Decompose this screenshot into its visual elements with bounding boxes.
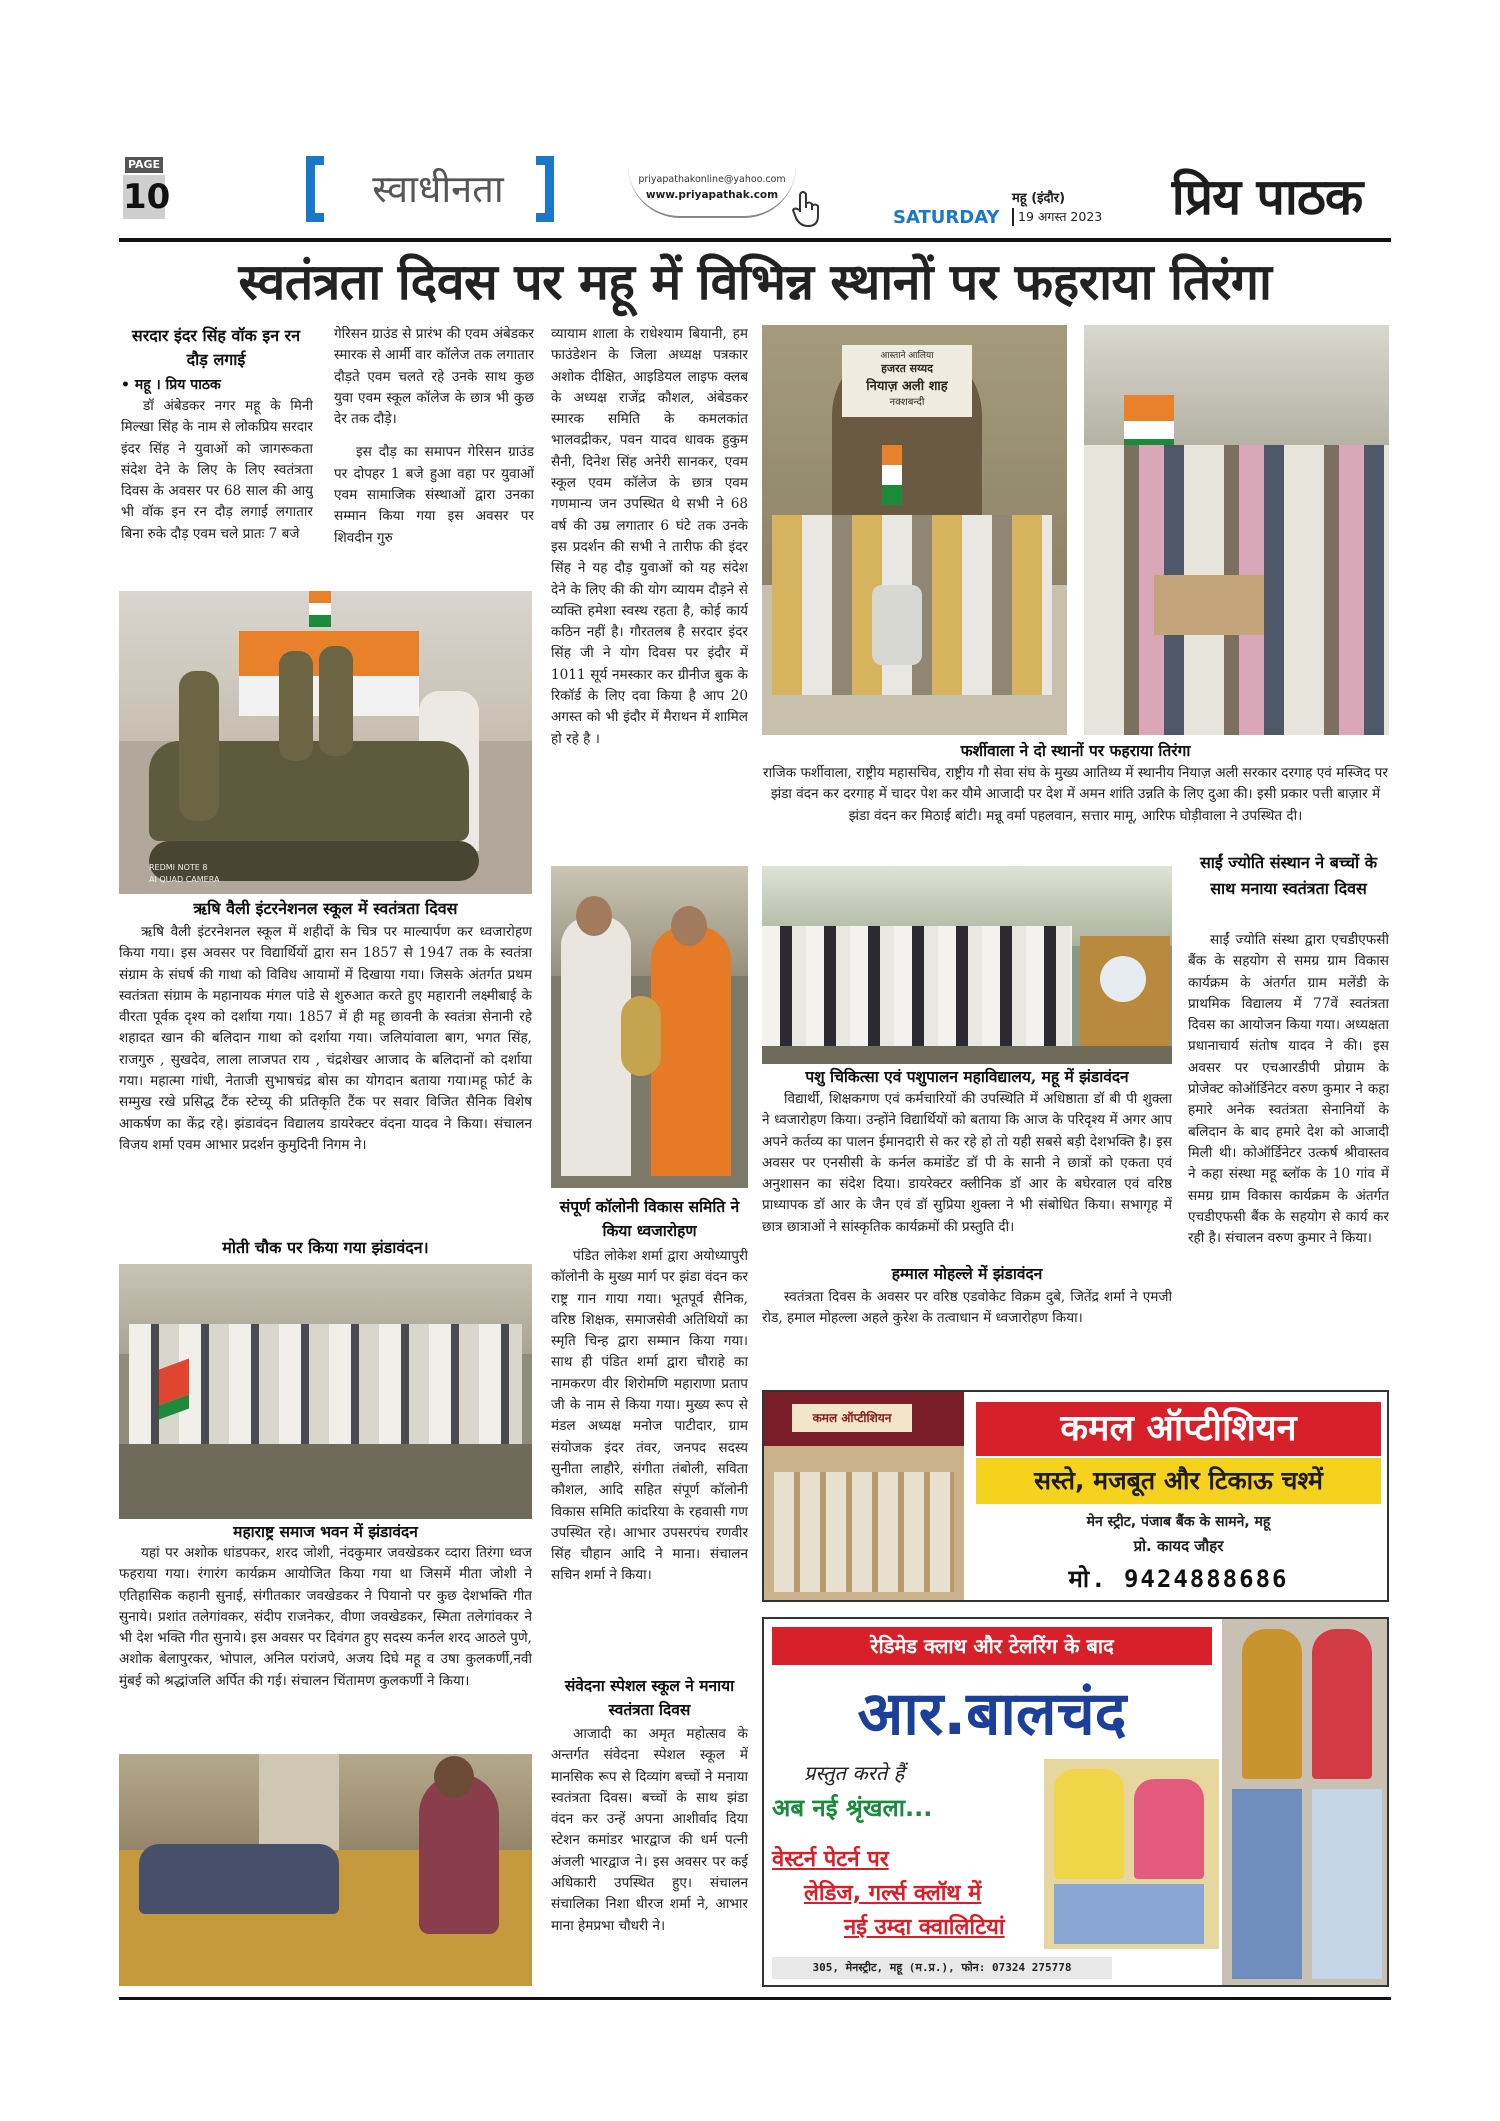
page-label: PAGE [125,157,163,173]
photo-watermark-2: AI QUAD CAMERA [149,875,220,884]
ad-kamal-title: कमल ऑप्टीशियन [976,1402,1381,1456]
section-right-bracket [536,156,554,222]
ad-balchand [762,1617,1389,1987]
section-title: स्वाधीनता [372,167,504,211]
footer-rule [119,1997,1391,2000]
ad-balchand-line3: वेस्टर्न पेटर्न पर [772,1847,889,1872]
article-hammal-title: हम्माल मोहल्ले में झंडावंदन [891,1264,1043,1283]
article-samvedna-body: आजादी का अमृत महोत्सव के अन्तर्गत संवेदना स्पेशल स्कूल में मानसिक रूप से दिव्यांग बच्चों ने मनाया स्वतंत्रता दिवस। बच्चों के साथ झंडा वंदन कर उन्हें अपना आशीर्वाद दिया स्टेशन कमांडर भारद्वाज की धर्म पत्नी अंजली भारद्वाज ने। इस अवसर पर कई अधिकारी उपस्थित हुए। संचालन संचालिका निशा धीरज शर्मा ने, आभार माना हेमप्रभा चौधरी ने। [551,1726,748,1934]
ad-kamal-tagline: सस्ते, मजबूत और टिकाऊ चश्में [976,1458,1381,1504]
article-samvedna-title: संवेदना स्पेशल स्कूल ने मनाया स्वतंत्रता दिवस [564,1676,735,1719]
photo-tank-tableau [119,591,532,894]
email-text: priyapathakonline@yahoo.com [638,174,786,185]
ad-balchand-top: रेडिमेड क्लाथ और टेलरिंग के बाद [772,1627,1212,1665]
ad-balchand-line1: प्रस्तुत करते हैं [804,1761,905,1785]
ad-balchand-mannequin-photo [1222,1619,1389,1985]
ad-balchand-address: 305, मेनस्ट्रीट, महू (म.प्र.), फोन: 07324 275778 [772,1957,1112,1979]
ad-kamal-optician [762,1390,1389,1602]
hand-pointer-icon [790,188,826,228]
ad-balchand-brand: आर.बालचंद [857,1679,1127,1749]
article-colony-body: पंडित लोकेश शर्मा द्वारा अयोध्यापुरी कॉलोनी के मुख्य मार्ग पर झंडा वंदन कर राष्ट्र गान गाया गया। भूतपूर्व सैनिक, वरिष्ठ शिक्षक, समाजसेवी अतिथियों का स्मृति चिन्ह द्वारा सम्मान किया गया। साथ ही पंडित शर्मा द्वारा चौराहे का नामकरण वीर शिरोमणि महाराणा प्रताप जी के नाम से किया गया। मुख्य रूप से मंडल अध्यक्ष मनोज पाटीदार, ग्राम संयोजक इंदर तंवर, जनपद सदस्य सुनीता लाहौरे, संगीता तंबोली, सविता कौशल, आदि सहित संपूर्ण कॉलोनी विकास समिति कांदरिया के रहवासी गण उपस्थित रहे। आभार उपसरपंच रणवीर सिंह चौहान आदि ने माना। संचालन सचिन शर्मा ने किया। [551,1248,748,1584]
article-hammal-body: स्वतंत्रता दिवस के अवसर पर वरिष्ठ एडवोकेट विक्रम दुबे, जितेंद्र शर्मा ने एमजी रोड, हमाल मोहल्ला अहले कुरेश के तत्वाधान में ध्वजारोहण किया। [762,1289,1172,1327]
ad-kamal-shop-photo [764,1392,964,1600]
header-rule [119,238,1391,242]
day-label: SATURDAY [893,207,1000,228]
article-sai-body: साईं ज्योति संस्था द्वारा एचडीएफसी बैंक के सहयोग से समग्र ग्राम विकास कार्यक्रम के अंतर्गत ग्राम मलेंडी के प्राथमिक विद्यालय में 77वें स्वतंत्रता दिवस का आयोजन किया गया। अध्यक्षता प्रधानाचार्य संतोष यादव ने की। इस अवसर पर एचआरडीपी प्रोग्राम के प्रोजेक्ट कोऑर्डिनेटर वरुण कुमार ने कहा हमारे अनेक स्वतंत्रता सेनानियों के बलिदान के बाद हमारे देश को आजादी मिली थी। कोऑर्डिनेटर उत्कर्ष श्रीवास्तव ने कहा संस्था महू ब्लॉक के 10 गांव में समग्र ग्राम विकास कार्यक्रम के अंतर्गत एचडीएफसी बैंक के सहयोग से कार्य कर रही है। संचालन वरुण कुमार ने किया। [1188,932,1389,1247]
photo-pashu-college [762,866,1172,1064]
article-indersingh-col1: डॉ अंबेडकर नगर महू के मिनी मिल्खा सिंह के नाम से लोकप्रिय सरदार इंदर सिंह ने युवाओं को जागरूकता संदेश देने के लिए के लिए स्वतंत्रता दिवस के अवसर पर 68 साल की आयु भी वॉक इन रन दौड़ लगाई लगातार बिना रुके दौड़ एवम चले प्रातः 7 बजे [121,398,313,542]
page-number: 10 [123,177,171,217]
masthead: प्रिय पाठक [1171,167,1363,226]
ad-balchand-line4: लेडिज, गर्ल्स क्लॉथ में [804,1881,982,1906]
article-indersingh-byline: • महू । प्रिय पाठक [121,377,221,393]
article-sai-title: साईं ज्योति संस्थान ने बच्चों के साथ मनाया स्वतंत्रता दिवस [1199,853,1378,898]
ad-kamal-shop-sign: कमल ऑप्टीशियन [792,1404,912,1432]
date-label: 19 अगस्त 2023 [1012,208,1122,226]
ad-balchand-line5: नई उम्दा क्वालिटियां [844,1915,1005,1940]
photo-colony-samiti [551,866,748,1188]
article-indersingh-col2: गेरिसन ग्राउंड से प्रारंभ की एवम अंबेडकर स्मारक से आर्मी वार कॉलेज तक लगातार दौड़ते एवम चलते रहे उनके साथ कुछ युवा एवम स्कूल कॉलेज के छात्र भी कुछ देर तक दौड़े। इस दौड़ का समापन गेरिसन ग्राउंड पर दोपहर 1 बजे हुआ वहा पर युवाओं एवम सामाजिक संस्थाओं द्वारा उनका सम्मान किया गया इस अवसर पर शिवदीन गुरु [334,326,534,546]
article-moti-title: मोती चौक पर किया गया झंडावंदन। [222,1238,429,1257]
article-farshiwala-body: राजिक फर्शीवाला, राष्ट्रीय महासचिव, राष्ट्रीय गौ सेवा संघ के मुख्य आतिथ्य में स्थानीय नियाज़ अली सरकार दरगाह एवं मस्जिद पर झंडा वंदन कर दरगाह में चादर पेश कर यौमे आजादी पर देश में अमन शांति उन्नति के लिए दुआ की। इसी प्रकार पत्ती बाज़ार में झंडा वंदन कर मिठाई बांटी। मन्नू वर्मा पहलवान, सत्तार मामू, आरिफ घोड़ीवाला ने उपस्थित दी। [763,765,1388,824]
ad-balchand-clothes-photo [1044,1759,1219,1949]
ad-kamal-owner: प्रो. कायद जौहर [1133,1537,1224,1555]
caption-pashu: पशु चिकित्सा एवं पशुपालन महाविद्यालय, महू में झंडावंदन [805,1067,1129,1086]
photo-patti-bazar [1084,325,1389,735]
main-headline: स्वतंत्रता दिवस पर महू में विभिन्न स्थानों पर फहराया तिरंगा [238,253,1272,311]
article-maharashtra-body: यहां पर अशोक धांडपकर, शरद जोशी, नंदकुमार जवखेडकर व्दारा तिरंगा ध्वज फहराया गया। रंगारंग कार्यक्रम आयोजित किया गया था जिसमें मीता जोशी ने एतिहासिक कहानी सुनाई, संगीतकार जवखेडकर ने पियानो पर कुछ देशभक्ति गीत सुनाये। प्रशांत तलेगांवकर, संदीप राजनेकर, वीणा जवखेडकर, स्मिता तलेगांवकर ने भी देश भक्ति गीत सुनाये। इस अवसर पर दिवंगत हुए सदस्य कर्नल शरद आठले पुणे, अशोक बेलापुरकर, भोपाल, अनिल परांजपे, अजय दिघे महू व उषा कुलकर्णी,नवी मुंबई को श्रद्धांजलि अर्पित की गई। संचालन चिंतामण कुलकर्णी ने किया। [119,1545,532,1689]
ad-balchand-line2: अब नई श्रृंखला... [772,1794,933,1822]
photo-samvedna-school [119,1754,532,1986]
photo-dargah [762,325,1067,735]
article-rishi-title: ऋषि वैली इंटरनेशनल स्कूल में स्वतंत्रता दिवस [193,899,458,918]
ad-kamal-mobile: मो. 9424888686 [1068,1565,1289,1593]
article-colony-title: संपूर्ण कॉलोनी विकास समिति ने किया ध्वजारोहण [559,1197,740,1240]
photo-watermark-1: REDMI NOTE 8 [149,863,208,872]
dargah-arch-board: आस्ताने आलिया हजरत सय्यद नियाज़ अली शाह नक्शबन्दी [842,345,972,417]
place-label: महू (इंदौर) [1012,191,1066,206]
article-pashu-body: विद्यार्थी, शिक्षकगण एवं कर्मचारियों की उपस्थिति में अधिष्ठाता डॉ बी पी शुक्ला ने ध्वजारोहण किया। उन्होंने विद्यार्थियों को बताया कि आज के परिदृश्य में अगर आप अपने कर्तव्य का पालन ईमानदारी से कर रहे हो तो यही सबसे बड़ी देशभक्ति है। इस अवसर पर एनसीसी के कर्नल कमांडेंट डॉ पी के सानी ने छात्रों को एकता एवं अनुशासन का संदेश दिया। डायरेक्टर क्लीनिक डॉ आर के बघेरवाल एवं वरिष्ठ प्राध्यापक डॉ आर के जैन एवं डॉ सुप्रिया शुक्ला ने भी संबोधित किया। सभागृह में छात्र छात्राओं ने सांस्कृतिक कार्यक्रमों की प्रस्तुति दी। [762,1091,1172,1235]
caption-farshiwala: फर्शीवाला ने दो स्थानों पर फहराया तिरंगा [960,741,1191,760]
website-text: www.priyapathak.com [645,189,779,201]
ad-kamal-address: मेन स्ट्रीट, पंजाब बैंक के सामने, महू [1086,1514,1271,1530]
article-indersingh-title: सरदार इंदर सिंह वॉक इन रन दौड़ लगाई [131,326,301,369]
article-indersingh-col3: व्यायाम शाला के राधेश्याम बियानी, हम फाउंडेशन के जिला अध्यक्ष पत्रकार अशोक दीक्षित, आइडियल लाइफ क्लब के अध्यक्ष राजेंद्र कौशल, अंबेडकर स्मारक समिति के कमलकांत भालवद्रीकर, पवन यादव धावक हुकुम सैनी, दिनेश सिंह अनेरी सानकर, एवम स्कूल एवम कॉलेज के छात्र एवम गणमान्य जन उपस्थित थे सभी ने 68 वर्ष की उम्र लगातार 6 घंटे तक उनके इस प्रदर्शन की सभी ने तारीफ की इंदर सिंह ने यह दौड़ युवाओं को यह संदेश देने के लिए की की योग व्यायम दौड़ने से व्यक्ति हमेशा स्वस्थ रहता है, कोई कार्य कठिन नहीं है। गौरतलब है सरदार इंदर सिंह जी ने योग दिवस पर इंदौर में 1011 सूर्य नमस्कार कर ग्रीनीज बुक के रिकॉर्ड के लिए दवा किया है आप 20 अगस्त को भी इंदौर में मैराथन में शामिल हो रहे है । [551,326,748,747]
photo-moti-chowk [119,1264,532,1519]
section-left-bracket [306,156,324,222]
article-rishi-body: ऋषि वैली इंटरनेशनल स्कूल में शहीदों के चित्र पर माल्यार्पण कर ध्वजारोहण किया गया। इस अवसर पर विद्यार्थियों द्वारा सन 1857 से 1947 तक के स्वतंत्रा संग्राम के संघर्ष की गाथा को विविध आयामों में दिखाया गया। जिसके अंतर्गत प्रथम स्वतंत्रता संग्राम के महानायक मंगल पांडे से शुरुआत करते हुए महारानी लक्ष्मीबाई के वीरता पूर्वक दृश्य को दर्शाया गया। 1857 में ही महू छावनी के स्वतंत्रा सेनानी रहे शहादत खान की बलिदान गाथा को दर्शाया गया। जलियांवाला बाग, भगत सिंह, राजगुरु , सुखदेव, लाला लाजपत राय , चंद्रशेखर आजाद के बलिदानों को दर्शाया गया। महात्मा गांधी, नेताजी सुभाषचंद्र बोस का योगदान बताया गया।महू फोर्ट के सम्मुख रखे प्रसिद्ध टैंक स्टेच्यू की प्रतिकृति टैंक पर सवार विजित सैनिक विशेष आकर्षण का केंद्र रहे। झंडावंदन विद्यालय डायरेक्टर वंदना यादव ने किया। संचालन विजय शर्मा एवम आभार प्रदर्शन कुमुदिनी निगम ने। [119,924,532,1153]
caption-maharashtra: महाराष्ट्र समाज भवन में झंडावंदन [233,1522,418,1541]
contact-block [628,166,796,218]
